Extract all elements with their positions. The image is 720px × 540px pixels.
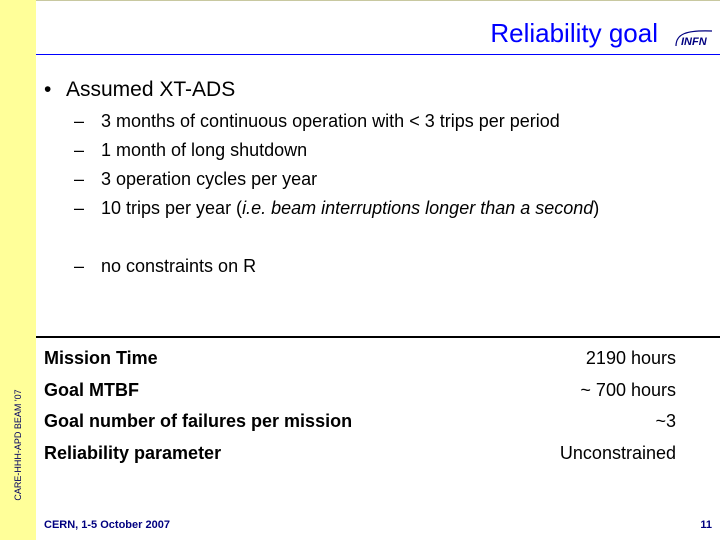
sub-item: – 3 months of continuous operation with < 3 trips per period bbox=[74, 111, 560, 131]
table-row-label: Goal MTBF bbox=[44, 380, 139, 400]
infn-logo-icon bbox=[672, 26, 716, 52]
table-row-value: Unconstrained bbox=[559, 443, 676, 463]
table-row-value: ~ 700 hours bbox=[580, 380, 676, 400]
footer-text: CERN, 1-5 October 2007 bbox=[44, 519, 170, 531]
sub-item: – 1 month of long shutdown bbox=[74, 140, 308, 160]
table-row-label: Goal number of failures per mission bbox=[44, 411, 353, 431]
table-row-label: Mission Time bbox=[44, 348, 158, 368]
title-divider bbox=[36, 54, 720, 55]
sub-item: – 3 operation cycles per year bbox=[74, 169, 318, 189]
table-row-value: ~3 bbox=[655, 411, 676, 431]
sub-item-italic: i.e. beam interruptions longer than a second bbox=[242, 198, 594, 218]
bullet-marker: • bbox=[44, 78, 52, 101]
table-row-value: 2190 hours bbox=[585, 348, 676, 368]
main-bullet bbox=[44, 78, 235, 102]
slide-title: Reliability goal bbox=[490, 18, 658, 48]
bullet-text: Assumed XT-ADS bbox=[66, 78, 236, 101]
sidebar-label: CARE-HHH-APD BEAM '07 bbox=[13, 389, 23, 501]
table-divider bbox=[36, 336, 720, 338]
page-number: 11 bbox=[700, 519, 712, 531]
top-border bbox=[36, 0, 720, 1]
logo-text: INFN bbox=[681, 36, 707, 48]
sub-item-extra: – no constraints on R bbox=[74, 256, 257, 276]
sidebar-strip bbox=[0, 0, 36, 540]
table-row-label: Reliability parameter bbox=[44, 443, 222, 463]
sub-item: – 10 trips per year (i.e. beam interruptions longer than a second) bbox=[74, 198, 600, 218]
